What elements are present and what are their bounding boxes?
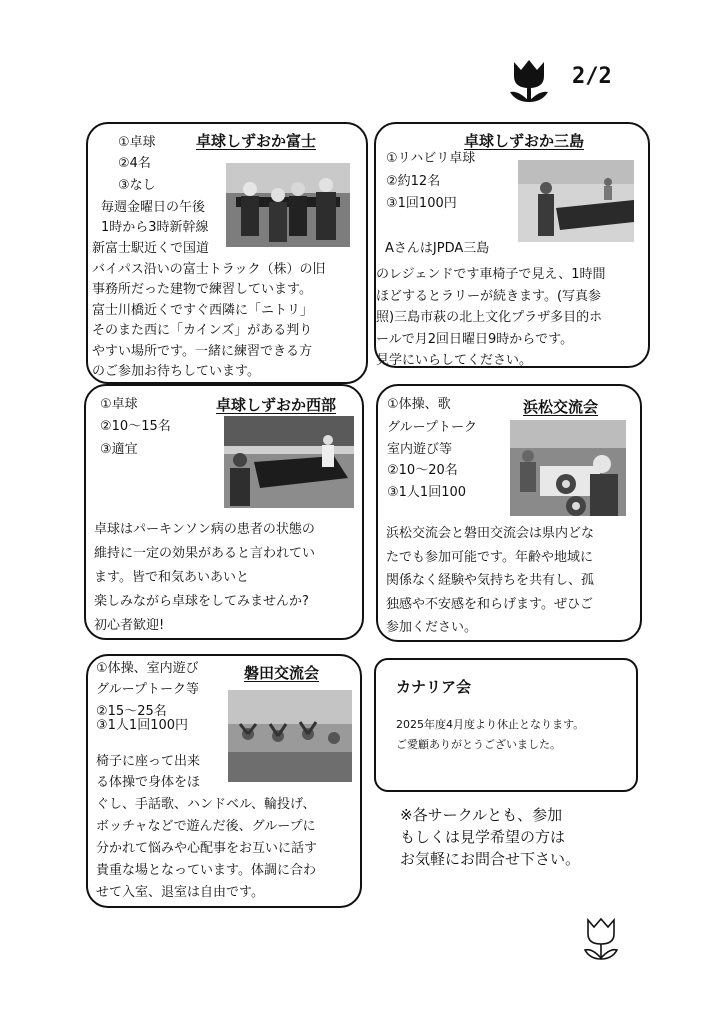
seibu-table-tennis-photo (224, 416, 354, 508)
iwata-desc-line: 貴重な場となっています。体調に合わ (96, 863, 316, 878)
hamamatsu-activity-3: 室内遊び等 (387, 442, 453, 457)
seibu-activity: ①卓球 (100, 397, 138, 412)
footer-note-line: お気軽にお問合せ下さい。 (400, 850, 581, 868)
seibu-title: 卓球しずおか西部 (216, 396, 337, 414)
hamamatsu-title: 浜松交流会 (523, 398, 599, 416)
mishima-desc-line: ールで月2回日曜日9時からです。 (376, 331, 574, 347)
mishima-table-tennis-photo (518, 160, 634, 242)
iwata-desc-line: 椅子に座って出来 (96, 754, 201, 769)
fuji-schedule-2: 1時から3時新幹線 (101, 220, 209, 235)
fuji-group-photo (226, 163, 350, 247)
canaria-notice: 2025年度4月度より休止となります。 (396, 718, 585, 731)
mishima-description (376, 264, 605, 372)
iwata-desc-line: せて入室、退室は自由です。 (96, 885, 264, 900)
iwata-description-short (96, 751, 200, 793)
iwata-desc-line: ぐし、手話歌、ハンドベル、輪投げ、 (96, 797, 316, 812)
tulip-icon (508, 58, 550, 104)
seibu-fee: ③適宜 (100, 442, 138, 457)
iwata-desc-line: る体操で身体をほ (96, 775, 201, 790)
mishima-desc-line: 照)三島市萩の北上文化プラザ多目的ホ (376, 310, 603, 325)
hamamatsu-description (386, 522, 594, 640)
fuji-desc-line: 事務所だった建物で練習しています。 (92, 282, 312, 297)
iwata-members: ②15～25名 (96, 704, 167, 719)
fuji-desc-line: 新富士駅近くで国道 (92, 241, 210, 256)
footer-note (400, 804, 580, 870)
hamamatsu-fee: ③1人1回100 (387, 485, 467, 500)
iwata-activity: ①体操、室内遊び (96, 661, 199, 676)
seibu-desc-line: 初心者歓迎! (94, 618, 165, 633)
mishima-fee: ③1回100円 (386, 196, 457, 211)
iwata-activity-2: グループトーク等 (96, 682, 199, 697)
mishima-activity: ①リハビリ卓球 (386, 151, 476, 166)
hamamatsu-activity: ①体操、歌 (387, 397, 451, 412)
iwata-title: 磐田交流会 (244, 664, 320, 682)
hamamatsu-desc-line: 独感や不安感を和らげます。ぜひご (386, 596, 593, 612)
fuji-desc-line: そのまた西に「カインズ」がある判り (92, 323, 313, 338)
page-number: 2/2 (572, 64, 612, 89)
mishima-desc-line: のレジェンドです車椅子で見え、1時間 (376, 267, 606, 282)
hamamatsu-desc-line: 浜松交流会と磐田交流会は県内どな (386, 526, 595, 541)
hamamatsu-desc-line: たでも参加可能です。年齢や地域に (386, 549, 593, 565)
footer-note-line: もしくは見学希望の方は (400, 828, 566, 846)
iwata-description (96, 794, 317, 904)
fuji-activity: ①卓球 (118, 135, 156, 150)
seibu-members: ②10～15名 (100, 419, 171, 434)
tulip-outline-icon (582, 916, 620, 962)
canaria-thanks: ご愛顧ありがとうございました。 (396, 738, 561, 751)
fuji-description (92, 239, 325, 383)
seibu-desc-line: 楽しみながら卓球をしてみませんか? (94, 594, 309, 609)
hamamatsu-activity-2: グループトーク (387, 420, 477, 435)
hamamatsu-desc-line: 関係なく経験や気持ちを共有し、孤 (386, 573, 595, 588)
fuji-fee: ③なし (118, 178, 156, 193)
footer-note-line: ※各サークルとも、参加 (400, 806, 563, 824)
iwata-fee: ③1人1回100円 (96, 718, 189, 733)
hamamatsu-members: ②10～20名 (387, 463, 458, 478)
canaria-title: カナリア会 (396, 678, 472, 696)
mishima-desc-line: ほどするとラリーが続きます。(写真参 (376, 288, 602, 304)
fuji-desc-line: 富士川橋近くですぐ西隣に「ニトリ」 (92, 302, 314, 318)
fuji-schedule: 毎週金曜日の午後 (101, 200, 206, 215)
mishima-title: 卓球しずおか三島 (464, 132, 585, 150)
fuji-desc-line: バイパス沿いの富士トラック（株）の旧 (92, 261, 326, 277)
seibu-desc-line: 維持に一定の効果があると言われてい (94, 546, 316, 561)
fuji-desc-line: やすい場所です。一緒に練習できる方 (92, 343, 312, 359)
mishima-desc-line: 見学にいらしてください。 (376, 353, 533, 368)
hamamatsu-desc-line: 参加ください。 (386, 620, 478, 635)
mishima-members: ②約12名 (386, 174, 441, 189)
seibu-desc-line: 卓球はパーキンソン病の患者の状態の (94, 522, 315, 537)
seibu-desc-line: ます。皆で和気あいあいと (94, 570, 249, 585)
iwata-desc-line: ボッチャなどで遊んだ後、グループに (96, 819, 316, 834)
iwata-desc-line: 分かれて悩みや心配事をお互いに話す (96, 841, 318, 856)
iwata-exercise-photo (228, 690, 352, 782)
mishima-desc-lead: AさんはJPDA三島 (385, 241, 490, 256)
seibu-description (94, 518, 315, 638)
fuji-title: 卓球しずおか富士 (196, 132, 317, 150)
fuji-desc-line: のご参加お待ちしています。 (92, 364, 260, 379)
fuji-members: ②4名 (118, 156, 151, 171)
hamamatsu-meeting-photo (510, 420, 626, 516)
